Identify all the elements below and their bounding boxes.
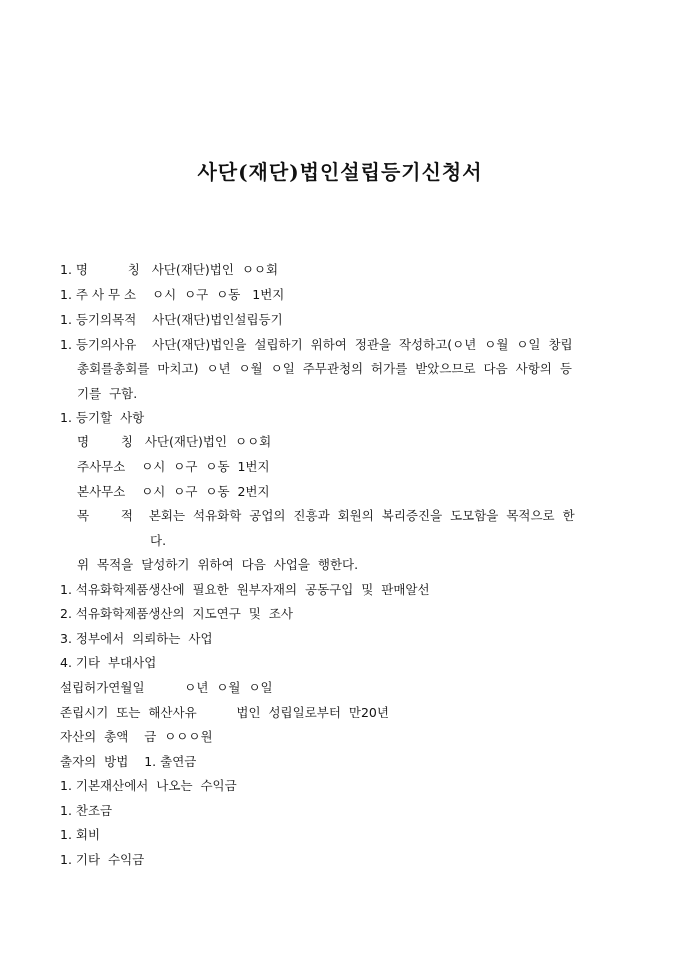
item-objective: 목 적 본회는 석유화학 공업의 진흥과 회원의 복리증진을 도모함을 목적으로 한 <box>77 508 575 523</box>
income-1: 1. 기본재산에서 나오는 수익금 <box>60 778 237 793</box>
line-reason-cont-1: 총회를총회를 마치고) ㅇ년 ㅇ월 ㅇ일 주무관청의 허가를 받았으므로 다음 사항의 등 <box>77 361 572 376</box>
line-office: 1. 주 사 무 소 ㅇ시 ㅇ구 ㅇ동 1번지 <box>60 287 285 302</box>
item-objective-cont: 다. <box>150 533 167 548</box>
business-2: 2. 석유화학제품생산의 지도연구 및 조사 <box>60 606 293 621</box>
income-2: 1. 찬조금 <box>60 803 113 818</box>
item-name: 명 칭 사단(재단)법인 ㅇㅇ회 <box>77 434 272 449</box>
line-contribution-method: 출자의 방법 1. 출연금 <box>60 754 197 769</box>
line-registration-items: 1. 등기할 사항 <box>60 410 145 425</box>
line-purpose: 1. 등기의목적 사단(재단)법인설립등기 <box>60 312 283 327</box>
line-reason-cont-2: 기를 구함. <box>77 386 138 401</box>
business-intro: 위 목적을 달성하기 위하여 다음 사업을 행한다. <box>77 557 359 572</box>
income-3: 1. 회비 <box>60 827 101 842</box>
line-permit-date: 설립허가연월일 ㅇ년 ㅇ월 ㅇ일 <box>60 680 273 695</box>
line-duration: 존립시기 또는 해산사유 법인 성립일로부터 만20년 <box>60 705 389 720</box>
line-reason: 1. 등기의사유 사단(재단)법인을 설립하기 위하여 정관을 작성하고(ㅇ년 ㅇ월 ㅇ일 창립 <box>60 337 573 352</box>
income-4: 1. 기타 수익금 <box>60 852 145 867</box>
line-name: 1. 명 칭 사단(재단)법인 ㅇㅇ회 <box>60 262 279 277</box>
business-1: 1. 석유화학제품생산에 필요한 원부자재의 공동구입 및 판매알선 <box>60 582 430 597</box>
item-branch-office: 본사무소 ㅇ시 ㅇ구 ㅇ동 2번지 <box>77 484 270 499</box>
line-total-assets: 자산의 총액 금 ㅇㅇㅇ원 <box>60 729 213 744</box>
business-3: 3. 정부에서 의뢰하는 사업 <box>60 631 213 646</box>
document-title: 사단(재단)법인설립등기신청서 <box>197 160 483 184</box>
item-main-office: 주사무소 ㅇ시 ㅇ구 ㅇ동 1번지 <box>77 459 270 474</box>
business-4: 4. 기타 부대사업 <box>60 655 157 670</box>
